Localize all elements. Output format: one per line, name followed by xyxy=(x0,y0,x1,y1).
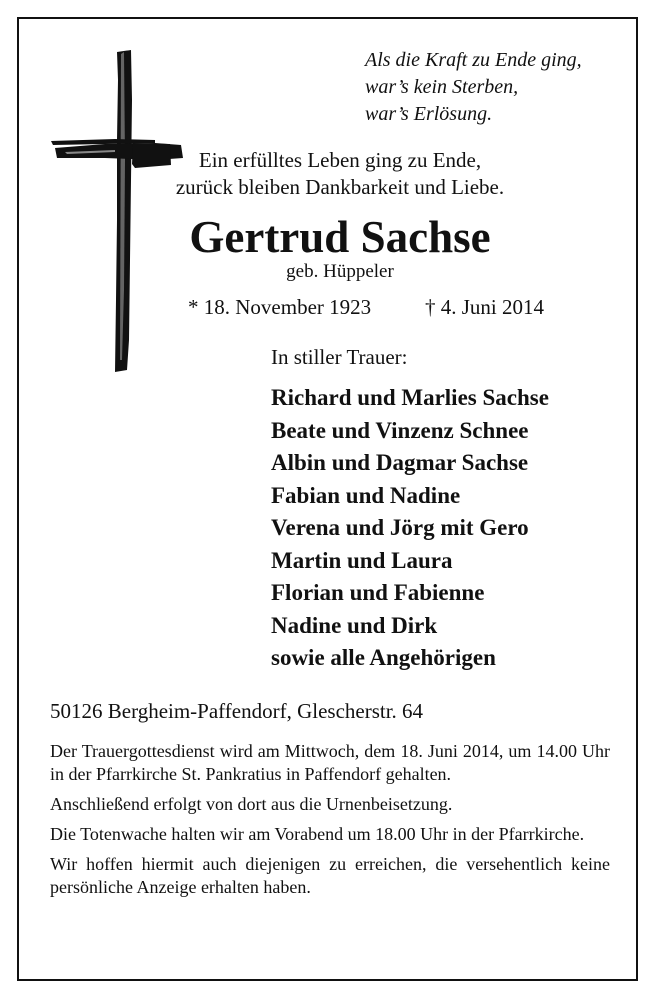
mourner-item: Verena und Jörg mit Gero xyxy=(271,515,529,540)
grief-label: In stiller Trauer: xyxy=(271,345,408,369)
notice-paragraph: Der Trauergottesdienst wird am Mittwoch, dem 18. Juni 2014, um 14.00 Uhr in der Pfarrkirche St. Pankratius in Paffendorf gehalten. xyxy=(50,741,610,784)
intro-line: zurück bleiben Dankbarkeit und Liebe. xyxy=(175,175,505,199)
death-date: † 4. Juni 2014 xyxy=(425,295,545,319)
mourner-item: Richard und Marlies Sachse xyxy=(271,385,549,410)
mourner-item: Albin und Dagmar Sachse xyxy=(271,450,529,475)
motto-line: war’s Erlösung. xyxy=(365,103,493,125)
mourner-item: Martin und Laura xyxy=(271,547,453,573)
notice-paragraph: Anschließend erfolgt von dort aus die Urnenbeisetzung. xyxy=(50,794,453,814)
mourner-item: sowie alle Angehörigen xyxy=(271,645,496,670)
service-notices xyxy=(50,740,610,906)
notice-paragraph: Die Totenwache halten wir am Vorabend um 18.00 Uhr in der Pfarrkirche. xyxy=(50,824,585,844)
mourners-list xyxy=(271,382,549,675)
motto-verse xyxy=(365,47,582,128)
notice-paragraph: Wir hoffen hiermit auch diejenigen zu erreichen, die versehentlich keine persönliche Anzeige erhalten haben. xyxy=(50,854,610,897)
mourner-item: Nadine und Dirk xyxy=(271,612,438,638)
mourner-item: Beate und Vinzenz Schnee xyxy=(271,417,529,443)
intro-text xyxy=(140,147,540,201)
mourner-item: Fabian und Nadine xyxy=(271,482,461,508)
mourner-item: Florian und Fabienne xyxy=(271,580,485,605)
intro-line: Ein erfülltes Leben ging zu Ende, xyxy=(198,148,482,172)
deceased-name: Gertrud Sachse xyxy=(189,212,491,262)
family-address: 50126 Bergheim-Paffendorf, Glescherstr. 64 xyxy=(50,699,424,723)
motto-line: Als die Kraft zu Ende ging, xyxy=(365,49,582,71)
birth-name: geb. Hüppeler xyxy=(286,261,394,282)
motto-line: war’s kein Sterben, xyxy=(365,76,519,98)
birth-date: * 18. November 1923 xyxy=(188,295,372,319)
